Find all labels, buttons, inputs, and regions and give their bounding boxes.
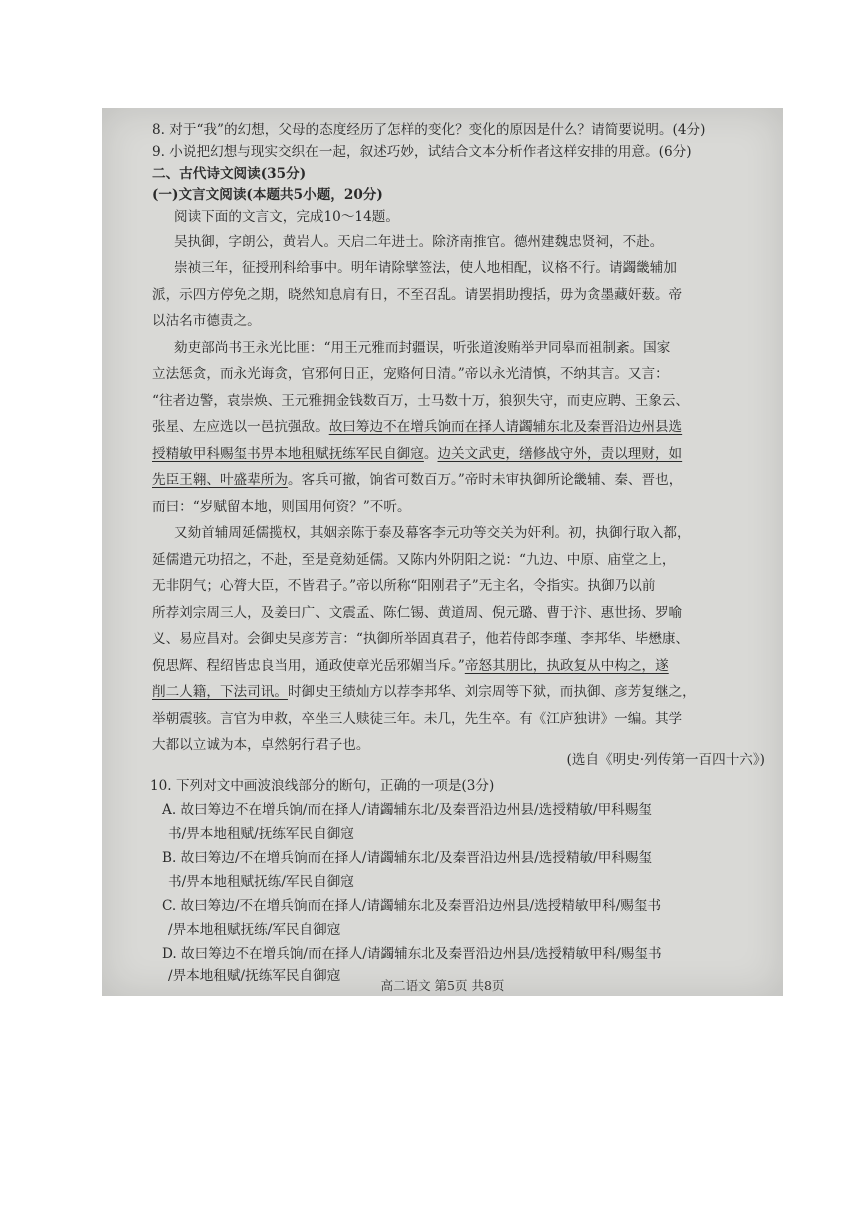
underlined-text: 边关文武吏，缮修战守外，责以理财，如 — [437, 446, 683, 462]
exam-page — [102, 108, 783, 996]
option-c-line1: C. 故曰筹边/不在增兵饷而在择人/请蠲辅东北及秦晋沿边州县/选授精敏甲科/赐玺书 — [162, 898, 662, 914]
passage-line: 举朝震骇。言官为申救，卒坐三人赎徒三年。未几，先生卒。有《江庐独讲》一编。其学 — [152, 711, 683, 727]
question-9: 9. 小说把幻想与现实交织在一起，叙述巧妙，试结合文本分析作者这样安排的用意。(6分) — [152, 144, 692, 160]
passage-line: 无非阴气；心膂大臣，不皆君子。”帝以所称“阳刚君子”无主名，令指实。执御乃以前 — [152, 578, 656, 594]
passage-line — [152, 417, 783, 437]
option-a-line1: A. 故曰筹边不在增兵饷/而在择人/请蠲辅东北/及秦晋沿边州县/选授精敏/甲科赐玺 — [162, 802, 652, 818]
passage-text: 。 — [423, 446, 438, 462]
section-subtitle: (一)文言文阅读(本题共5小题，20分) — [152, 187, 383, 203]
passage-line — [152, 470, 783, 490]
underlined-text: 帝怒其朋比，执政复从中构之，遂 — [464, 658, 669, 674]
option-a-line2: 书/畀本地租赋/抚练军民自御寇 — [168, 826, 354, 842]
passage-line: 而曰：“岁赋留本地，则国用何资？”不听。 — [152, 499, 411, 515]
passage-line: 劾吏部尚书王永光比匪：“用王元雅而封疆误，听张道浚贿举尹同皋而祖制紊。国家 — [174, 340, 671, 356]
passage-line: 又劾首辅周延儒揽权，其姻亲陈于泰及幕客李元功等交关为奸利。初，执御行取入都， — [174, 525, 691, 541]
passage-line: 以沽名市德责之。 — [152, 313, 261, 329]
wavy-underlined-text: 授精敏甲科赐玺书畀本地租赋抚练军民自御寇 — [152, 446, 424, 462]
passage-line — [152, 682, 783, 702]
passage-line: 立法惩贪，而永光诲贪，官邪何日正，宠赂何日清。”帝以永光清慎，不纳其言。又言： — [152, 366, 669, 382]
passage-line — [152, 444, 783, 464]
passage-line: 所荐刘宗周三人，及姜曰广、文震孟、陈仁锡、黄道周、倪元璐、曹于汴、惠世扬、罗喻 — [152, 605, 683, 621]
section-title: 二、古代诗文阅读(35分) — [152, 166, 307, 182]
question-8: 8. 对于“我”的幻想，父母的态度经历了怎样的变化？变化的原因是什么？请简要说明。(4分) — [152, 122, 706, 138]
passage-text: 张星、左应选以一邑抗强敌。 — [152, 419, 329, 435]
option-d-line2: /畀本地租赋/抚练军民自御寇 — [168, 968, 341, 984]
underlined-text: 削二人籍，下法司讯。 — [152, 684, 288, 700]
passage-line: 义、易应昌对。会御史吴彦芳言：“执御所举固真君子，他若侍郎李瑾、李邦华、毕懋康、 — [152, 631, 690, 647]
instruction: 阅读下面的文言文，完成10～14题。 — [174, 209, 399, 225]
option-b-line2: 书/畀本地租赋抚练/军民自御寇 — [168, 874, 354, 890]
passage-line: 延儒遣元功招之，不赴，至是竟劾延儒。又陈内外阴阳之说：“九边、中原、庙堂之上， — [152, 552, 676, 568]
question-10-stem: 10. 下列对文中画波浪线部分的断句，正确的一项是(3分) — [150, 778, 495, 794]
passage-line: 派，示四方停免之期，晓然知息肩有日，不至召乱。请罢捐助搜括，毋为贪墨藏奸薮。帝 — [152, 287, 683, 303]
option-c-line2: /畀本地租赋抚练/军民自御寇 — [168, 922, 341, 938]
wavy-underlined-text: 故曰筹边不在增兵饷而在择人请蠲辅东北及秦晋沿边州县选 — [328, 419, 683, 435]
passage-text: 倪思辉、程绍皆忠良当用，通政使章光岳邪媚当斥。” — [152, 658, 465, 674]
option-d-line1: D. 故曰筹边不在增兵饷/而在择人/请蠲辅东北及秦晋沿边州县/选授精敏甲科/赐玺书 — [162, 946, 662, 962]
passage-text: 时御史王绩灿方以荐李邦华、刘宗周等下狱，而执御、彦芳复继之， — [287, 684, 696, 700]
passage-line: 崇祯三年，征授刑科给事中。明年请除擘签法，使人地相配，议格不行。请蠲畿辅加 — [174, 260, 677, 276]
page-footer: 高二语文 第5页 共8页 — [380, 978, 505, 993]
option-b-line1: B. 故曰筹边/不在增兵饷而在择人/请蠲辅东北/及秦晋沿边州县/选授精敏/甲科赐玺 — [162, 850, 653, 866]
passage-source: (选自《明史·列传第一百四十六》) — [566, 752, 765, 768]
underlined-text: 先臣王翱、叶盛辈所为 — [152, 472, 288, 488]
passage-line: 大都以立诚为本，卓然躬行君子也。 — [152, 737, 370, 753]
passage-text: 。客兵可撤，饷省可数百万。”帝时未审执御所论畿辅、秦、晋也， — [287, 472, 683, 488]
passage-line — [152, 656, 783, 676]
passage-line: 吴执御，字朗公，黄岩人。天启二年进士。除济南推官。德州建魏忠贤祠，不赴。 — [174, 234, 664, 250]
passage-line: “往者边警，袁崇焕、王元雅拥金钱数百万，士马数十万，狼狈失守，而吏应聘、王象云、 — [152, 393, 690, 409]
